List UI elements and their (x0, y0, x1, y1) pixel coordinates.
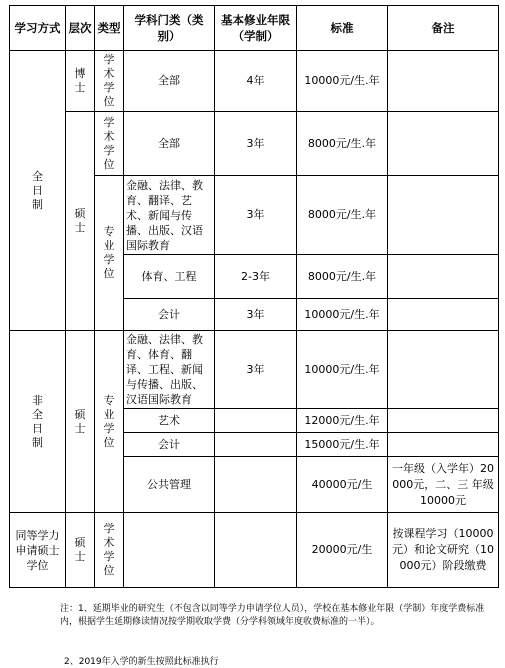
duration-cell: 3年 (215, 176, 297, 255)
remark-cell (388, 433, 499, 457)
note-2: 2、2019年入学的新生按照此标准执行 (64, 657, 219, 667)
type-parttime: 专业学位 (95, 331, 124, 513)
duration-cell (215, 513, 297, 588)
remark-cell (388, 176, 499, 255)
level-phd: 博士 (66, 51, 95, 112)
duration-cell: 2-3年 (215, 255, 297, 299)
standard-cell: 40000元/生 (297, 457, 388, 513)
level-parttime: 硕士 (66, 331, 95, 513)
header-mode: 学习方式 (10, 6, 66, 51)
header-remark: 备注 (388, 6, 499, 51)
duration-cell (215, 457, 297, 513)
category-cell: 会计 (124, 433, 215, 457)
mode-parttime: 非全日制 (10, 331, 66, 513)
category-cell: 全部 (124, 112, 215, 176)
remark-cell (388, 255, 499, 299)
remark-cell (388, 331, 499, 409)
standard-cell: 12000元/生.年 (297, 409, 388, 433)
note-1: 注：1、延期毕业的研究生（不包含以同等学力申请学位人员），学校在基本修业年限（学制）年度学费标准内，根据学生延期修读情况按学期收取学费（分学科领域年度收费标准的一半）。 (60, 604, 485, 627)
table-row (10, 513, 499, 588)
header-standard: 标准 (297, 6, 388, 51)
duration-cell (215, 409, 297, 433)
type-professional: 专业学位 (95, 176, 124, 331)
header-duration: 基本修业年限（学制） (215, 6, 297, 51)
standard-cell: 10000元/生.年 (297, 299, 388, 331)
level-master: 硕士 (66, 112, 95, 331)
header-row (10, 6, 499, 51)
standard-cell: 20000元/生 (297, 513, 388, 588)
category-cell: 会计 (124, 299, 215, 331)
category-cell: 金融、法律、教育、翻译、艺术、新闻与传播、出版、汉语国际教育 (124, 176, 215, 255)
standard-cell: 8000元/生.年 (297, 176, 388, 255)
standard-cell: 8000元/生.年 (297, 112, 388, 176)
header-level: 层次 (66, 6, 95, 51)
standard-cell: 8000元/生.年 (297, 255, 388, 299)
duration-cell: 3年 (215, 112, 297, 176)
category-cell: 全部 (124, 51, 215, 112)
remark-cell (388, 51, 499, 112)
tuition-table (9, 5, 499, 588)
mode-equivalent: 同等学力申请硕士学位 (10, 513, 66, 588)
duration-cell: 3年 (215, 331, 297, 409)
remark-cell: 按课程学习（10000元）和论文研究（10000元）阶段缴费 (388, 513, 499, 588)
standard-cell: 10000元/生.年 (297, 51, 388, 112)
type-equivalent: 学术学位 (95, 513, 124, 588)
type-phd: 学术学位 (95, 51, 124, 112)
category-cell: 艺术 (124, 409, 215, 433)
type-academic: 学术学位 (95, 112, 124, 176)
category-cell (124, 513, 215, 588)
remark-cell: 一年级（入学年）20000元，二、三 年级10000元 (388, 457, 499, 513)
category-cell: 体育、工程 (124, 255, 215, 299)
category-cell: 金融、法律、教育、体育、翻译、工程、新闻与传播、出版、汉语国际教育 (124, 331, 215, 409)
table-row (10, 331, 499, 409)
duration-cell (215, 433, 297, 457)
standard-cell: 10000元/生.年 (297, 331, 388, 409)
header-category: 学科门类（类别） (124, 6, 215, 51)
level-equivalent: 硕士 (66, 513, 95, 588)
table-row (10, 112, 499, 176)
mode-fulltime: 全日制 (10, 51, 66, 331)
header-type: 类型 (95, 6, 124, 51)
table-row (10, 51, 499, 112)
category-cell: 公共管理 (124, 457, 215, 513)
duration-cell: 3年 (215, 299, 297, 331)
standard-cell: 15000元/生.年 (297, 433, 388, 457)
remark-cell (388, 112, 499, 176)
remark-cell (388, 409, 499, 433)
remark-cell (388, 299, 499, 331)
duration-cell: 4年 (215, 51, 297, 112)
